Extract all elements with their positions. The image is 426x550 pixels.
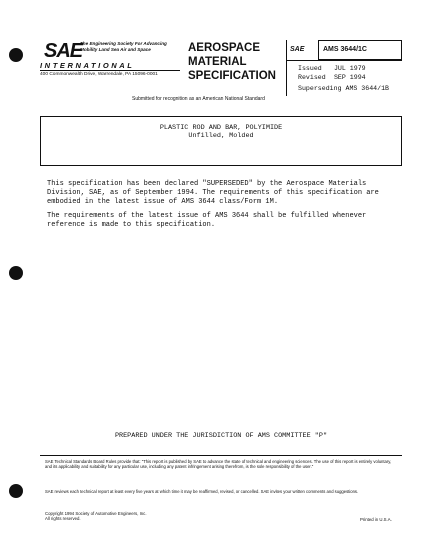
printed-in: Printed in U.S.A. [360,517,392,522]
copyright [45,511,147,521]
binder-hole-middle [9,266,23,280]
logo-rule [40,70,180,71]
subject-subtitle: Unfilled, Molded [188,132,254,140]
revised-date: SEP 1994 [333,74,366,81]
issued-date: JUL 1979 [333,65,366,72]
binder-hole-bottom [9,484,23,498]
revised-label: Revised [298,74,326,81]
copyright-line-2: All rights reserved. [45,516,81,521]
sae-address: 400 Commonwealth Drive, Warrendale, PA 15096-0001 [40,72,158,77]
issued-row [298,65,366,72]
body-paragraph-2: The requirements of the latest issue of AMS 3644 shall be fulfilled whenever reference is made to this specification. [47,212,367,229]
sae-mini-logo: SAE [290,46,305,53]
sae-tagline: The Engineering Society For Advancing Mobility Land Sea Air and Space [80,41,167,52]
footer-disclaimer: SAE Technical Standards Board Rules provide that: "This report is published by SAE to advance the state of technical and engineering sciences. The use of this report is entirely voluntary, and its applicability and suitability for any particular use, including any patent infringement arising therefrom, is the sole responsibility of the user." [45,459,392,469]
footer-review-note: SAE reviews each technical report at least every five years at which time it may be reaffirmed, revised, or cancelled. SAE invites your written comments and suggestions. [45,489,359,494]
copyright-line-1: Copyright 1994 Society of Automotive Engineers, Inc. [45,511,147,516]
doc-number: AMS 3644/1C [323,46,367,53]
prepared-under-note: PREPARED UNDER THE JURISDICTION OF AMS COMMITTEE "P" [114,432,328,440]
issued-label: Issued [298,65,322,72]
submitted-note: Submitted for recognition as an American National Standard [132,96,265,102]
document-type-title: AEROSPACE MATERIAL SPECIFICATION [188,42,276,82]
header-divider-horizontal [286,60,402,61]
subject-title: PLASTIC ROD AND BAR, POLYIMIDE [159,124,283,132]
superseding-note: Superseding AMS 3644/1B [298,85,390,92]
footer-rule [40,455,402,456]
sae-international-wordmark: INTERNATIONAL [40,61,135,70]
revised-row [298,74,366,81]
body-paragraph-1: This specification has been declared "SUPERSEDED" by the Aerospace Materials Division, SAE, as of September 1994. The requirements of this specification are embodied in the latest issue of AMS 3644 class/Form 1M. [47,180,379,206]
sae-logo: SAE [44,40,83,62]
binder-hole-top [9,48,23,62]
header-divider-vertical [286,40,287,96]
